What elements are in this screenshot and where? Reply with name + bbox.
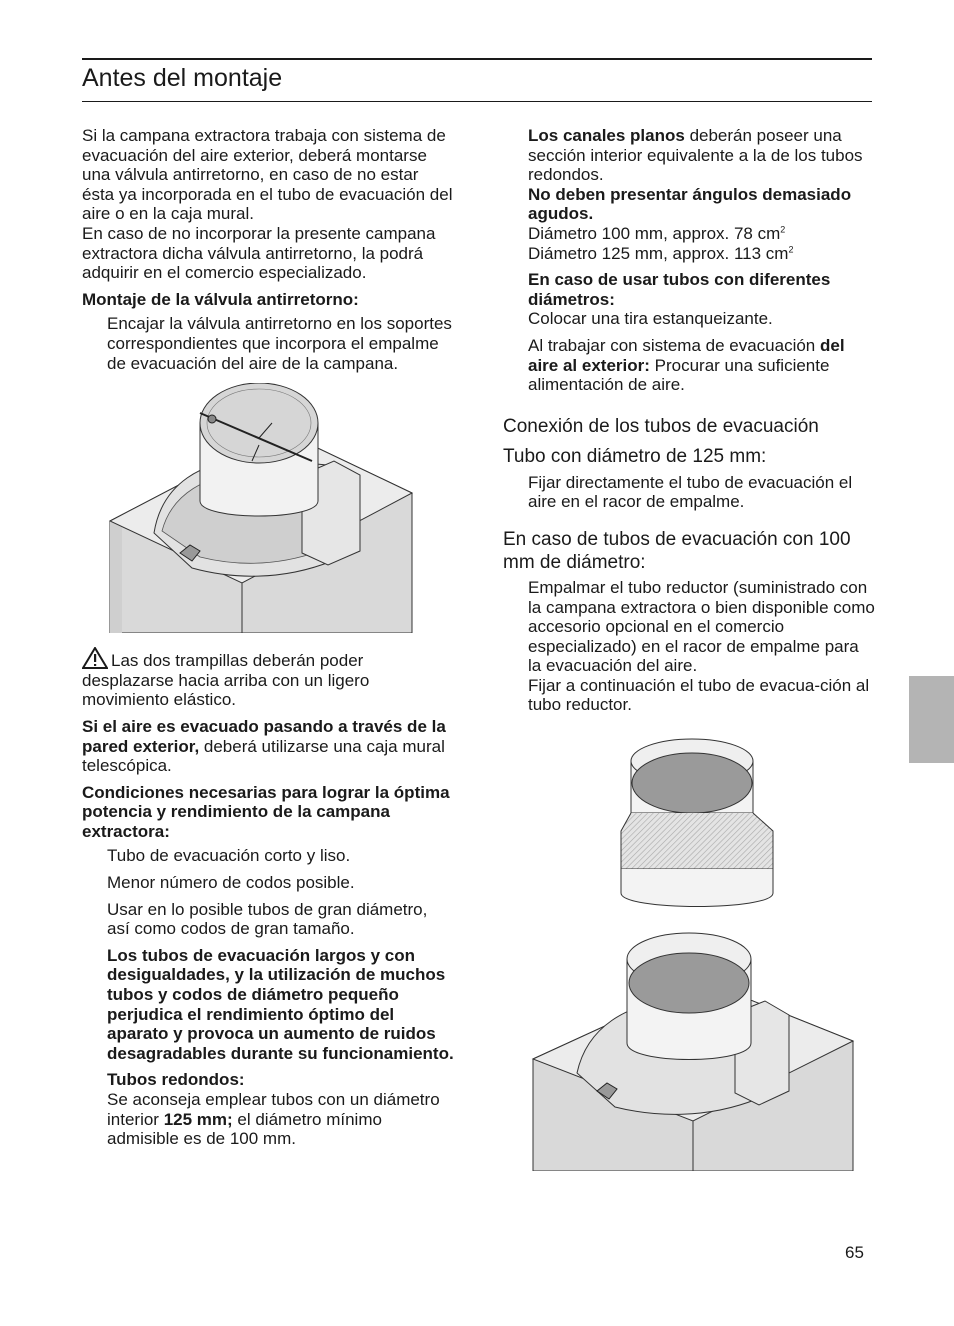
connection-heading: Conexión de los tubos de evacuación [503, 415, 819, 437]
long-tubes-warning: Los tubos de evacuación largos y con desigualdades, y la utilización de muchos tubos y codos de diámetro pequeño perjudica el rendimiento óptimo del aparato y provoca un aumento de ruidos desagradables durante su funcionamiento. [107, 945, 454, 1063]
header-rule-bottom [82, 101, 872, 102]
wall-paragraph: Si el aire es evacuado pasando a través de la pared exterior, deberá utilizarse una caja mural telescópica. [82, 716, 446, 776]
tube-125-text: Fijar directamente el tubo de evacuación el aire en el racor de empalme. [528, 472, 853, 512]
tube-100-text: Empalmar el tubo reductor (suministrado con la campana extractora o bien disponible como accesorio opcional en el comercio especializado) en el racor de empalme para la evacuación del aire. [528, 577, 875, 676]
different-diameters-text: Colocar una tira estanqueizante. [528, 309, 773, 329]
warning-paragraph: Las dos trampillas deberán poder desplazarse hacia arriba con un ligero movimiento elástico. [82, 647, 454, 710]
tube-100-heading: En caso de tubos de evacuación con 100 mm de diámetro: [503, 528, 851, 573]
round-tubes-heading: Tubos redondos: [107, 1070, 245, 1090]
left-column [82, 126, 454, 1156]
exterior-air-text: Al trabajar con sistema de evacuación del aire al exterior: Procurar una suficiente alimentación de aire. [528, 335, 845, 395]
diameter-100-area: Diámetro 100 mm, approx. 78 $cm^2$ [528, 223, 786, 243]
header-rule-top [82, 58, 872, 60]
tube-125-heading: Tubo con diámetro de 125 mm: [503, 445, 767, 467]
round-tubes-text: Se aconseja emplear tubos con un diámetro interior 125 mm; el diámetro mínimo admisible es de 100 mm. [107, 1090, 440, 1149]
diameter-125-area: Diámetro 125 mm, approx. 113 $cm^2$ [528, 243, 794, 263]
valve-text: Encajar la válvula antirretorno en los soportes correspondientes que incorpora el empalme de evacuación del aire de la campana. [107, 314, 452, 373]
different-diameters-heading: En caso de usar tubos con diferentes diámetros: [528, 270, 831, 309]
flat-channels-text: Los canales planos deberán poseer una sección interior equivalente a la de los tubos redondos. [528, 126, 863, 185]
page-title: Antes del montaje [82, 64, 283, 92]
page-number: 65 [845, 1243, 864, 1262]
intro-paragraph: Si la campana extractora trabaja con sistema de evacuación del aire exterior, deberá montarse una válvula antirretorno, en caso de no estar ésta ya incorporada en el tubo de evacuación del aire o en la caja mural. [82, 126, 453, 224]
valve-heading: Montaje de la válvula antirretorno: [82, 289, 359, 309]
right-column [503, 126, 875, 1171]
side-tab [909, 676, 954, 763]
condition-item: Menor número de codos posible. [107, 873, 355, 893]
angles-warning: No deben presentar ángulos demasiado agudos. [528, 184, 852, 224]
valve-illustration [82, 383, 454, 633]
conditions-heading: Condiciones necesarias para lograr la óptima potencia y rendimiento de la campana extractora: [82, 782, 450, 841]
reducer-illustration [503, 731, 875, 1171]
intro-paragraph-2: En caso de no incorporar la presente campana extractora dicha válvula antirretorno, la podrá adquirir en el comercio especializado. [82, 223, 436, 283]
condition-item: Usar en lo posible tubos de gran diámetro, así como codos de gran tamaño. [107, 899, 428, 939]
warning-icon [82, 647, 108, 669]
condition-item: Tubo de evacuación corto y liso. [107, 846, 351, 866]
tube-100-text-2: Fijar a continuación el tubo de evacua-ción al tubo reductor. [528, 675, 870, 715]
